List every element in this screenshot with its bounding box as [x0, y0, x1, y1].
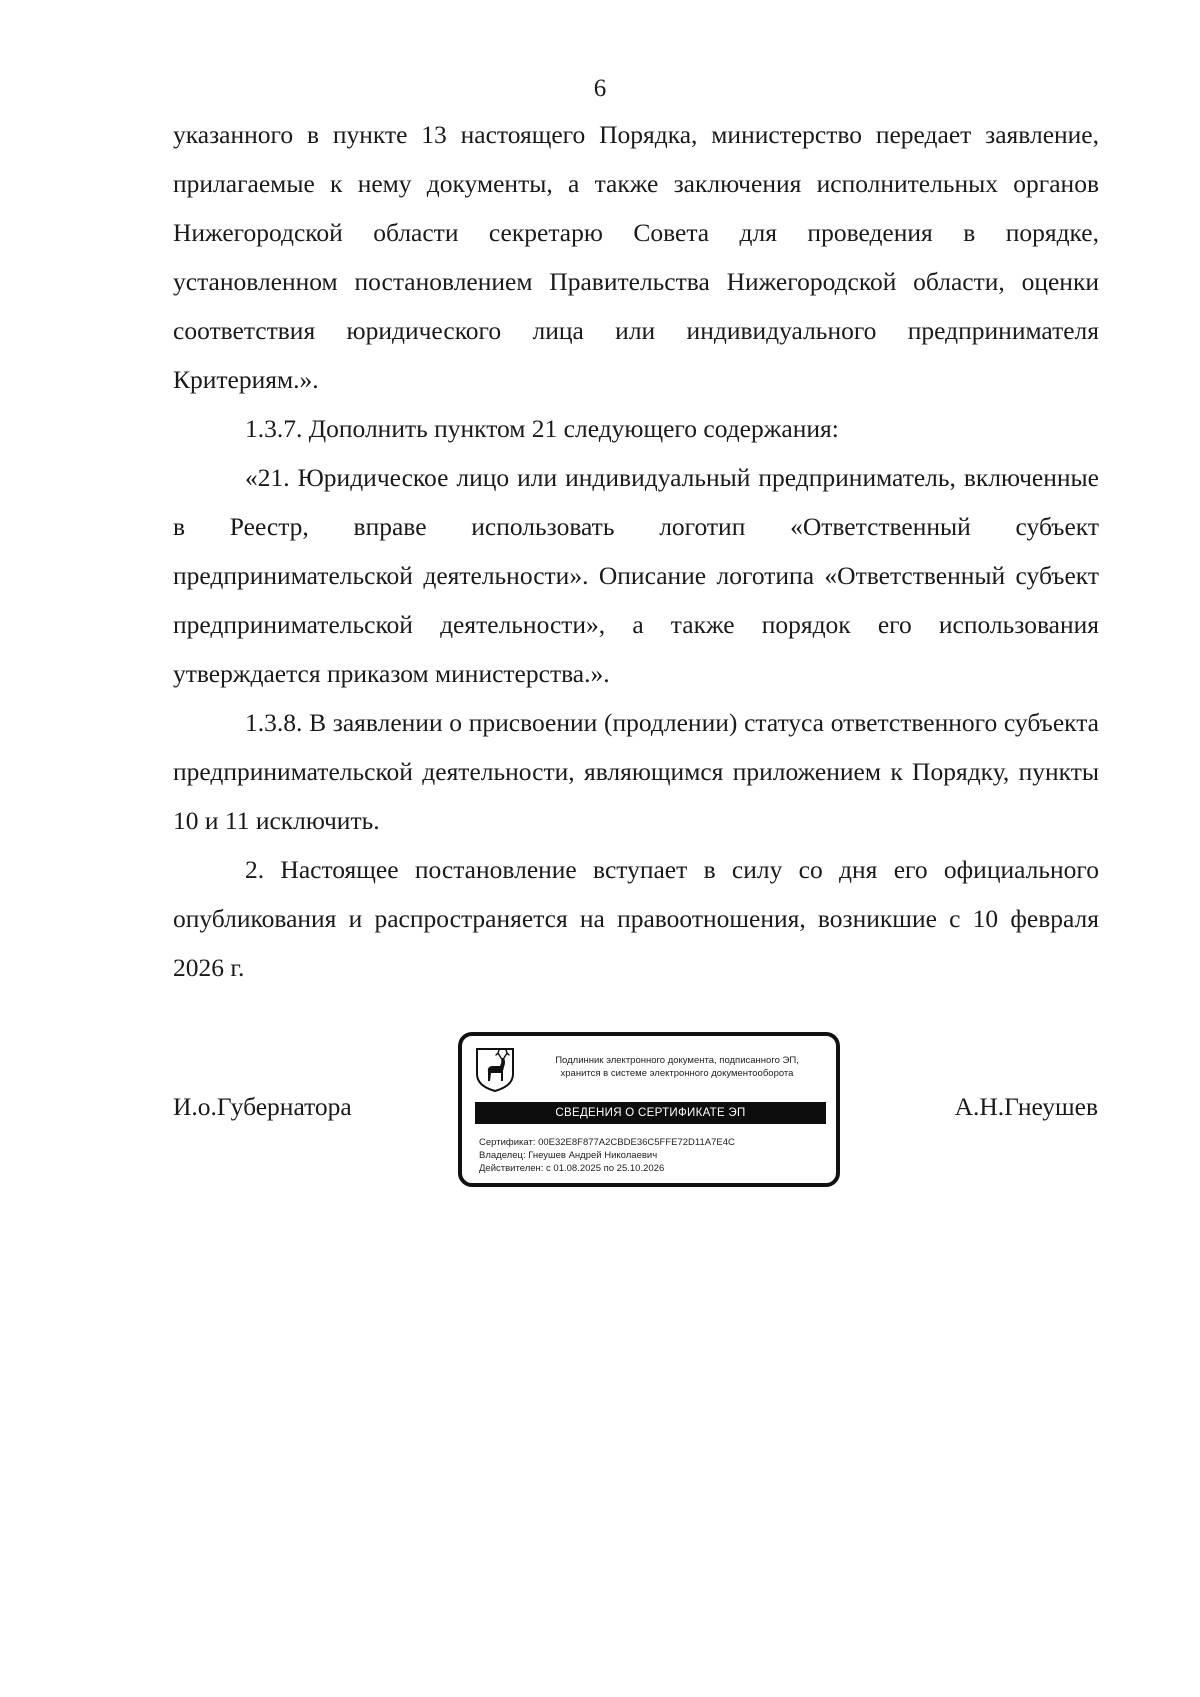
- certificate-number: Сертификат: 00E32E8F877A2CBDE36C5FFE72D11A7E4C: [479, 1137, 735, 1148]
- paragraph-item-21: «21. Юридическое лицо или индивидуальный предприниматель, включенные в Реестр, вправе использовать логотип «Ответственный субъект предпринимательской деятельности». Описание логотипа «Ответственный субъект предпринимательской деятельности», а также порядок его использования утверждается приказом министерства.».: [173, 463, 1099, 688]
- paragraph-1-3-7: 1.3.7. Дополнить пунктом 21 следующего содержания:: [245, 414, 839, 443]
- stamp-header-line-1: Подлинник электронного документа, подписанного ЭП,: [555, 1055, 799, 1066]
- stamp-title: СВЕДЕНИЯ О СЕРТИФИКАТЕ ЭП: [475, 1102, 826, 1124]
- stamp-header: [524, 1054, 830, 1080]
- paragraph-continuation: указанного в пункте 13 настоящего Порядка, министерство передает заявление, прилагаемые к нему документы, а также заключения исполнительных органов Нижегородской области секретарю Совета для проведения в порядке, установленном постановлением Правительства Нижегородской области, оценки соответствия юридического лица или индивидуального предпринимателя Критериям.».: [173, 120, 1099, 394]
- stamp-details: [479, 1136, 829, 1175]
- paragraph-2-effective-date: 2. Настоящее постановление вступает в силу со дня его официального опубликования и распространяется на правоотношения, возникшие с 10 февраля 2026 г.: [173, 855, 1099, 982]
- electronic-signature-stamp: [458, 1032, 840, 1187]
- deer-emblem-icon: [475, 1047, 515, 1093]
- certificate-validity: Действителен: с 01.08.2025 по 25.10.2026: [479, 1163, 665, 1174]
- stamp-header-line-2: хранится в системе электронного документооборота: [560, 1068, 794, 1079]
- page-number: 6: [593, 75, 607, 102]
- signatory-name: А.Н.Гнеушев: [954, 1092, 1098, 1121]
- document-body: [173, 110, 1099, 992]
- signatory-position: И.о.Губернатора: [173, 1092, 352, 1121]
- certificate-owner: Владелец: Гнеушев Андрей Николаевич: [479, 1150, 658, 1161]
- paragraph-1-3-8: 1.3.8. В заявлении о присвоении (продлении) статуса ответственного субъекта предпринимательской деятельности, являющимся приложением к Порядку, пункты 10 и 11 исключить.: [173, 708, 1099, 835]
